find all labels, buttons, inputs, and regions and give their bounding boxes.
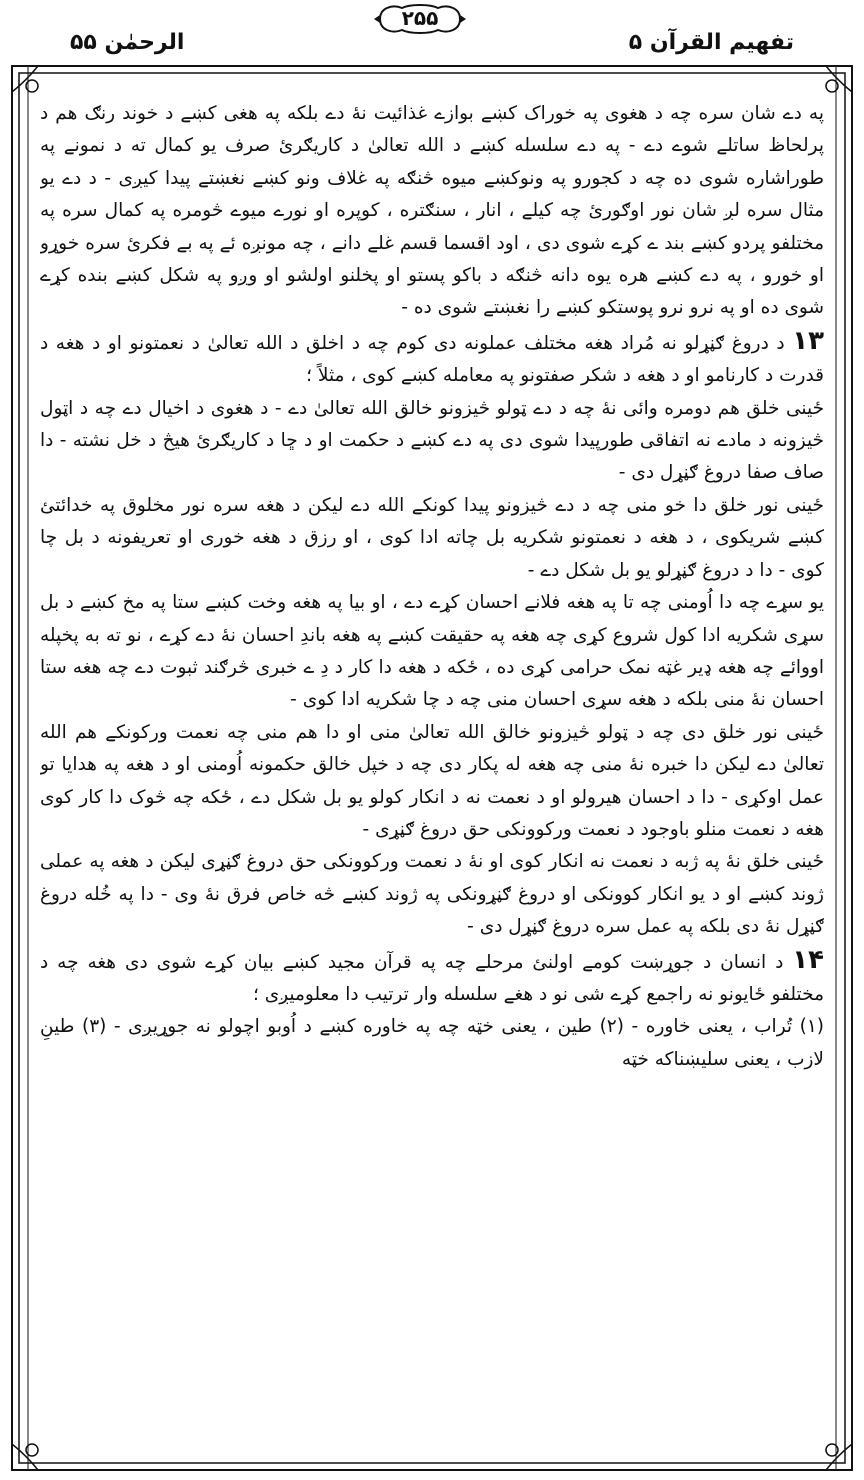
page-body [40, 98, 824, 1448]
footnote-number: ۱۳ [792, 325, 824, 356]
paragraph: ځينی نور خلق دا خو منی چه د دے څيزونو پيدا کونکے الله دے لیکن د هغه سره نور مخلوق په خدائتئ کښے شريکوی ، د هغه د نعمتونو شکريه بل چاته ادا کوی ، او رزق د هغه خوری او تعريفونه د بل چا کوی - دا د دروغ ګڼړلو يو بل شکل دے - [40, 494, 824, 581]
page-number: ۲۵۵ [401, 6, 439, 30]
paragraph [40, 325, 824, 393]
page-number-badge [372, 2, 468, 36]
paragraph [40, 944, 824, 1012]
surah-title: الرحمٰن ۵۵ [70, 30, 185, 55]
paragraph: ځينی خلق نۀ په ژبه د نعمت نه انکار کوی او نۀ د نعمت ورکوونکی حق دروغ ګڼړی لیکن د هغه په عملی ژوند کښے او د يو انکار کوونکی او دروغ ګڼړونکی په ژوند کښے څه خاص فرق نۀ وی - دا په خُله دروغ ګڼړل نۀ دی بلکه په عمل سره دروغ ګڼړل دی - [40, 851, 824, 938]
paragraph-text: د دروغ ګڼړلو نه مُراد هغه مختلف عملونه دی کوم چه د اخلق د الله تعالیٰ د نعمتونو او د هغه د قدرت د کارنامو او د هغه د شکر صفتونو په معامله کښے کوی ، مثلاً ؛ [40, 332, 824, 387]
paragraph: (۱) تُراب ، يعنی خاوره - (۲) طين ، يعنی خټه چه په خاوره کښے د اُوبو اچولو نه جوړيږی - (۳) طينِ لازب ، يعنی سليښناکه خټه [40, 1016, 824, 1070]
paragraph: ځينی خلق هم دومره وائی نۀ چه د دے ټولو څيزونو خالق الله تعالیٰ دے - د هغوی د اخيال دے چه د اټول څيزونه د مادے نه اتفاقی طورپيدا شوی دی په دے کښے د حکمت او د ڇا د کاريګرئ هيڅ د خل نشته - دا صاف صفا دروغ ګڼړل دی - [40, 397, 824, 484]
page-frame [8, 62, 856, 1474]
paragraph: په دے شان سره چه د هغوی په خوراک کښے بوازے غذائيت نۀ دے بلکه په هغی کښے د خوند رنګ هم د پرلحاظ ساتلے شوے دے - په دے سلسله کښے د الله تعالیٰ د کاريګرئ صرف يو کمال ته د نمونے په طوراشاره شوی ده چه د کجورو په ونوکښے ميوه څنګه په غلاف ونو کښے نغښتے پيدا کيږی - د دے يو مثال سره لږ شان نور اوګورئ چه کيلے ، انار ، سنګتره ، کوپره او نورے ميوے څومره په کمال سره په مختلفو پردو کښے بند ے کړے شوی دی ، اود اقسما قسم غلے دانے ، چه مونږه ئے په بے فکرئ سره خوړو او خورو ، په دے کښے هره يوه دانه څنګه د باکو پستو او پخلنو اولشو او وږو په شکل کښے بنده کړے شوی ده او په نرو نرو پوستکو کښے را نغښتے شوی ده - [40, 103, 824, 319]
paragraph: ځينی نور خلق دی چه د ټولو څيزونو خالق الله تعالیٰ منی او دا هم منی چه نعمت ورکونکے هم الله تعالیٰ دے لیکن دا خبره نۀ منی چه هغه له پکار دی چه د خپل خالق حکمونه اُومنی او د هغه په هدايا تو عمل اوکړی - دا د احسان هيرولو او د نعمت نه د انکار کولو يو بل شکل دے ، ځکه چه څوک دا کار کوی هغه د نعمت منلو باوجود د نعمت ورکوونکی حق دروغ ګڼړی - [40, 721, 824, 840]
page-header [0, 0, 864, 62]
paragraph: يو سړے چه دا اُومنی چه تا په هغه فلانے احسان کړے دے ، او بيا په هغه وخت کښے ستا په مخ کښے د بل سړی شکريه ادا کول شروع کړی چه هغه په حقيقت کښے په هغه باندِ احسان نۀ دے کړے ، نو ته به پخپله اووائے چه هغه ډير غټه نمک حرامی کړی ده ، ځکه د هغه دا کار د دِ ے خبری څرګند ثبوت دے چه هغه ستا احسان نۀ منی بلکه د هغه سړی احسان منی چه د چا شکريه ادا کوی - [40, 592, 824, 711]
footnote-number: ۱۴ [792, 944, 824, 975]
book-title: تفهيم القرآن ۵ [628, 30, 794, 55]
paragraph-text: د انسان د جوړښت کومے اولنئ مرحلے چه په قرآن مجيد کښے بيان کړے شوی دی هغه چه د مختلفو ځايونو نه راجمع کړے شی نو د هغے سلسله وار ترتيب دا معلوميږی ؛ [40, 951, 824, 1005]
